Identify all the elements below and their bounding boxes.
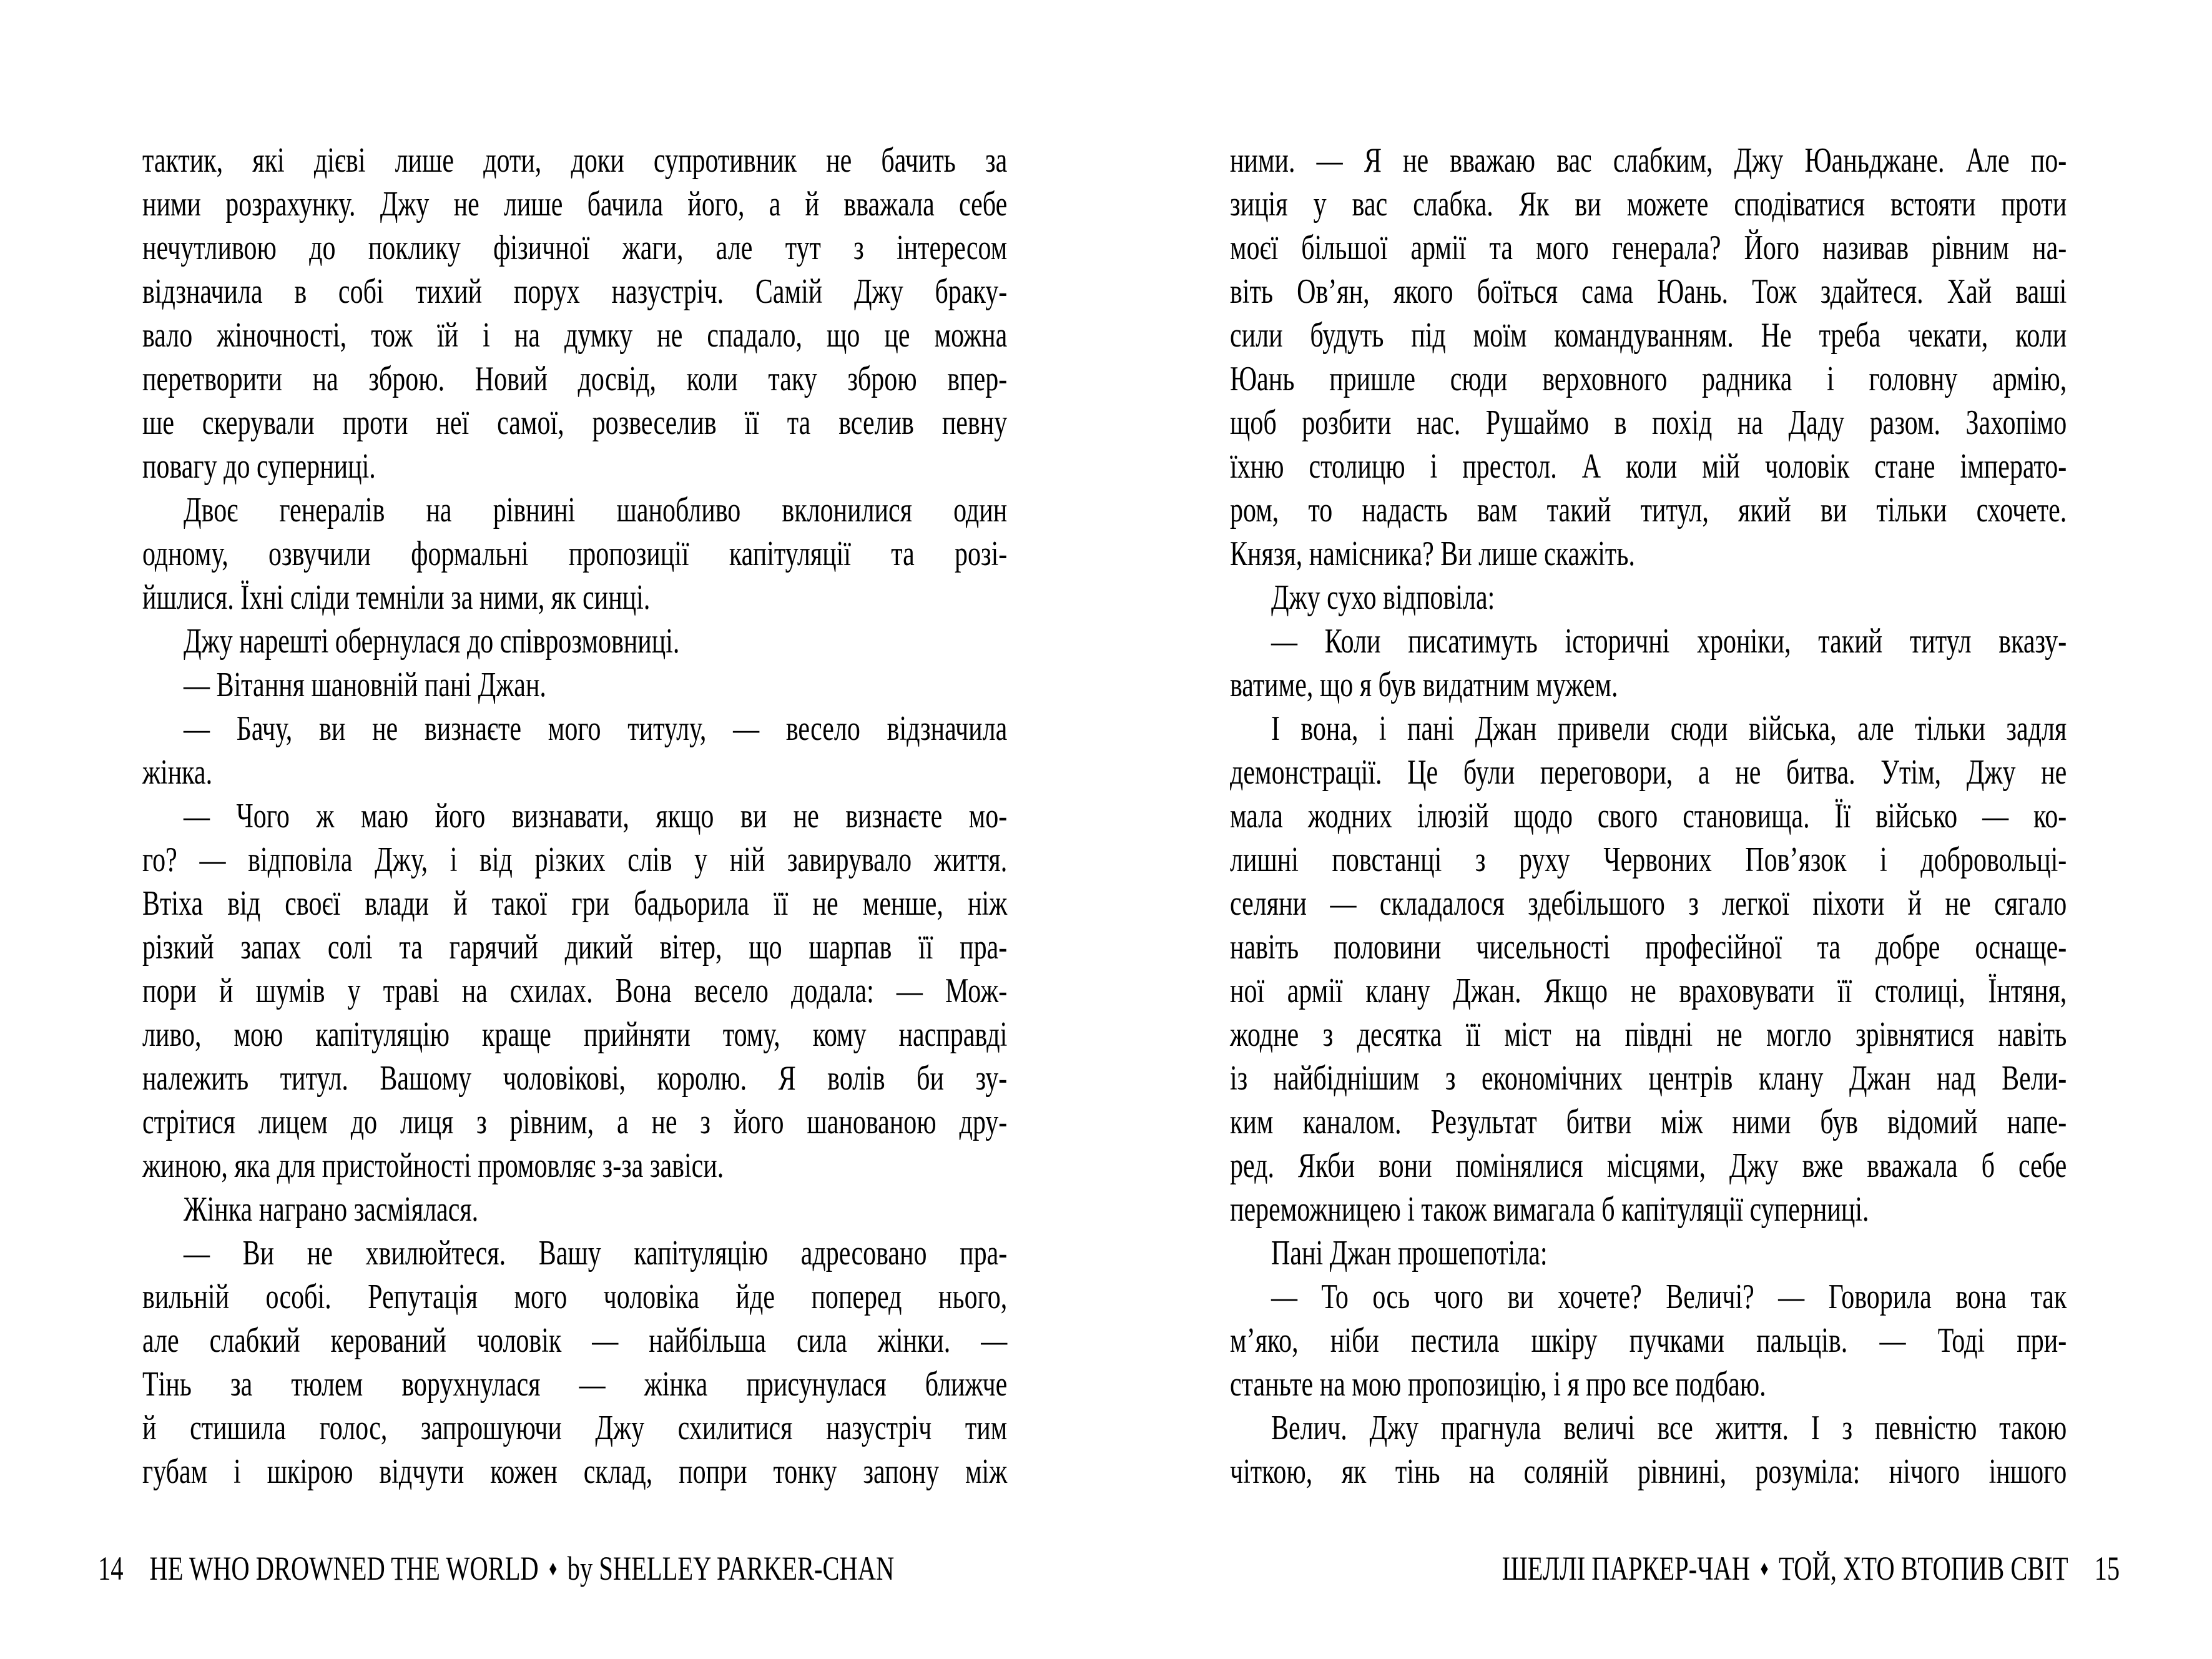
- text-line: йшлися. Їхні сліди темніли за ними, як синці.: [142, 578, 651, 617]
- text-line: — Вітання шановній пані Джан.: [184, 666, 546, 704]
- text-line: Князя, намісника? Ви лише скажіть.: [1230, 534, 1635, 573]
- diamond-separator-icon: ♦: [549, 1557, 558, 1580]
- text-line: належить титул. Вашому чоловікові, королю. Я волів би зу-: [142, 1059, 1008, 1098]
- text-line: Юань пришле сюди верховного радника і головну армію,: [1230, 360, 2067, 398]
- text-line: вало жіночності, тож їй і на думку не спадало, що це можна: [142, 316, 1008, 355]
- text-line: Жінка награно засміялася.: [184, 1190, 479, 1229]
- left-page-number: 14: [98, 1550, 124, 1587]
- text-line: тактик, які дієві лише доти, доки супротивник не бачить за: [142, 141, 1008, 180]
- text-line: ватиме, що я був видатним мужем.: [1230, 666, 1618, 704]
- text-line: Двоє генералів на рівнині шанобливо вклонилися один: [184, 491, 1008, 529]
- text-line: мала жодних ілюзій щодо свого становища. Її військо — ко-: [1230, 797, 2067, 835]
- text-line: їхню столицю і престол. А коли мій чоловік стане імперато-: [1230, 447, 2067, 486]
- right-running-title: ТОЙ, ХТО ВТОПИВ СВІТ: [1778, 1550, 2068, 1587]
- text-line: Джу нарешті обернулася до співрозмовниці.: [184, 622, 680, 661]
- text-line: різкий запах солі та гарячий дикий вітер, що шарпав її пра-: [142, 928, 1008, 967]
- text-line: демонстрації. Це були переговори, а не битва. Утім, Джу не: [1230, 753, 2067, 792]
- left-running-byline: by SHELLEY PARKER-CHAN: [567, 1550, 895, 1587]
- text-line: ної армії клану Джан. Якщо не враховувати її столиці, Їнтяня,: [1230, 972, 2067, 1010]
- right-page-text-column: [1230, 139, 2067, 1494]
- text-line: ними. — Я не вважаю вас слабким, Джу Юаньджане. Але по-: [1230, 141, 2067, 180]
- text-line: нечутливою до поклику фізичної жаги, але тут з інтересом: [142, 229, 1008, 267]
- text-line: із найбіднішим з економічних центрів клану Джан над Вели-: [1230, 1059, 2067, 1098]
- text-line: Велич. Джу прагнула величі все життя. І з певністю такою: [1271, 1409, 2067, 1447]
- text-line: ливо, мою капітуляцію краще прийняти тому, кому насправді: [142, 1015, 1008, 1054]
- text-line: Джу сухо відповіла:: [1271, 578, 1495, 617]
- text-line: ром, то надасть вам такий титул, який ви тільки схочете.: [1230, 491, 2067, 529]
- text-line: — Чого ж маю його визнавати, якщо ви не визнаєте мо-: [184, 797, 1008, 835]
- text-line: віть Ов’ян, якого боїться сама Юань. Тож здайтеся. Хай ваші: [1230, 272, 2067, 311]
- text-line: го? — відповіла Джу, і від різких слів у ній завирувало життя.: [142, 840, 1008, 879]
- text-line: жодне з десятка її міст на півдні не могло зрівнятися навіть: [1230, 1015, 2067, 1054]
- text-line: Пані Джан прошепотіла:: [1271, 1234, 1548, 1273]
- text-line: моєї більшої армії та мого генерала? Його називав рівним на-: [1230, 229, 2067, 267]
- text-line: переможницею і також вимагала б капітуляції суперниці.: [1230, 1190, 1869, 1229]
- text-line: ше скерували проти неї самої, розвеселив її та вселив певну: [142, 403, 1008, 442]
- text-line: але слабкий керований чоловік — найбільша сила жінки. —: [142, 1321, 1008, 1360]
- text-line: чіткою, як тінь на соляній рівнині, розуміла: нічого іншого: [1230, 1452, 2067, 1491]
- text-line: одному, озвучили формальні пропозиції капітуляції та розі-: [142, 534, 1008, 573]
- diamond-separator-icon: ♦: [1760, 1557, 1769, 1580]
- right-running-author: ШЕЛЛІ ПАРКЕР-ЧАН: [1502, 1550, 1750, 1587]
- text-line: — То ось чого ви хочете? Величі? — Говорила вона так: [1271, 1277, 2067, 1316]
- text-line: І вона, і пані Джан привели сюди війська, але тільки задля: [1271, 709, 2067, 748]
- text-line: відзначила в собі тихий порух назустріч. Самій Джу браку-: [142, 272, 1008, 311]
- right-page: [1106, 0, 2212, 1659]
- left-page-footer: [98, 1547, 894, 1591]
- text-line: зиція у вас слабка. Як ви можете сподіватися встояти проти: [1230, 185, 2067, 224]
- text-line: жінка.: [142, 753, 213, 792]
- text-line: жиною, яка для пристойності промовляє з-за завіси.: [142, 1146, 724, 1185]
- text-line: навіть половини чисельності професійної та добре оснаще-: [1230, 928, 2067, 967]
- text-line: перетворити на зброю. Новий досвід, коли таку зброю впер-: [142, 360, 1008, 398]
- text-line: пори й шумів у траві на схилах. Вона весело додала: — Мож-: [142, 972, 1008, 1010]
- text-line: м’яко, ніби пестила шкіру пучками пальців. — Тоді при-: [1230, 1321, 2067, 1360]
- text-line: повагу до суперниці.: [142, 447, 376, 486]
- text-line: селяни — складалося здебільшого з легкої піхоти й не сягало: [1230, 884, 2067, 923]
- text-line: ними розрахунку. Джу не лише бачила його, а й вважала себе: [142, 185, 1008, 224]
- text-line: ред. Якби вони помінялися місцями, Джу вже вважала б себе: [1230, 1146, 2067, 1185]
- text-line: вильній особі. Репутація мого чоловіка йде поперед нього,: [142, 1277, 1008, 1316]
- text-line: — Ви не хвилюйтеся. Вашу капітуляцію адресовано пра-: [184, 1234, 1008, 1273]
- text-line: Тінь за тюлем ворухнулася — жінка присунулася ближче: [142, 1365, 1008, 1404]
- text-line: щоб розбити нас. Рушаймо в похід на Даду разом. Захопімо: [1230, 403, 2067, 442]
- text-line: — Коли писатимуть історичні хроніки, такий титул вказу-: [1271, 622, 2067, 661]
- left-running-title: HE WHO DROWNED THE WORLD: [149, 1550, 539, 1587]
- text-line: губам і шкірою відчути кожен склад, попри тонку запону між: [142, 1452, 1008, 1491]
- text-line: сили будуть під моїм командуванням. Не треба чекати, коли: [1230, 316, 2067, 355]
- text-line: стрітися лицем до лиця з рівним, а не з його шанованою дру-: [142, 1103, 1008, 1141]
- right-page-footer: [1502, 1547, 2120, 1591]
- text-line: ким каналом. Результат битви між ними був відомий напе-: [1230, 1103, 2067, 1141]
- text-line: — Бачу, ви не визнаєте мого титулу, — весело відзначила: [184, 709, 1008, 748]
- text-line: станьте на мою пропозицію, і я про все подбаю.: [1230, 1365, 1766, 1404]
- left-page-text-column: [142, 139, 1007, 1494]
- text-line: лишні повстанці з руху Червоних Пов’язок і добровольці-: [1230, 840, 2067, 879]
- text-line: Втіха від своєї влади й такої гри бадьорила її не менше, ніж: [142, 884, 1008, 923]
- right-page-number: 15: [2094, 1550, 2120, 1587]
- text-line: й стишила голос, запрошуючи Джу схилитися назустріч тим: [142, 1409, 1008, 1447]
